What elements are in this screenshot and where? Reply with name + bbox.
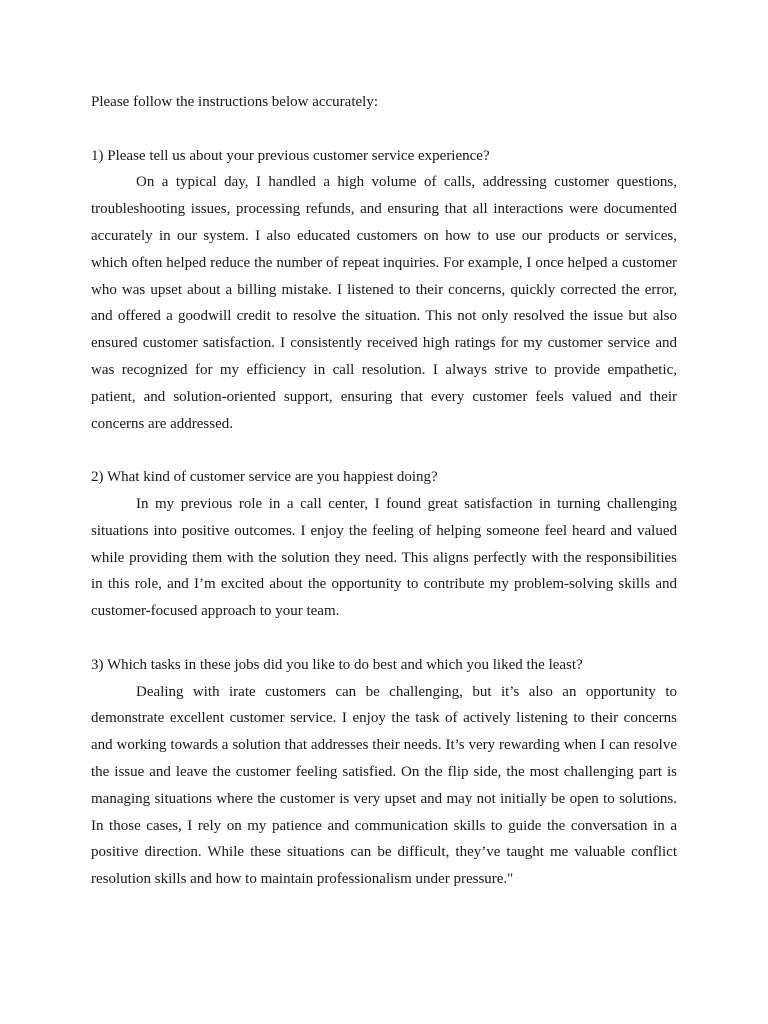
answer-3: Dealing with irate customers can be challenging, but it’s also an opportunity to demonstrate excellent customer service. I enjoy the task of actively listening to their concerns and working towards a solution that addresses their needs. It’s very rewarding when I can resolve the issue and leave the customer feeling satisfied. On the flip side, the most challenging part is managing situations where the customer is very upset and may not initially be open to solutions. In those cases, I rely on my patience and communication skills to guide the conversation in a positive direction. While these situations can be difficult, they’ve taught me valuable conflict resolution skills and how to maintain professionalism under pressure." <box>91 683 677 888</box>
question-section-1 <box>91 143 677 438</box>
answer-1: On a typical day, I handled a high volume of calls, addressing customer questions, troubleshooting issues, processing refunds, and ensuring that all interactions were documented accurately in our system. I also educated customers on how to use our products or services, which often helped reduce the number of repeat inquiries. For example, I once helped a customer who was upset about a billing mistake. I listened to their concerns, quickly corrected the error, and offered a goodwill credit to resolve the situation. This not only resolved the issue but also ensured customer satisfaction. I consistently received high ratings for my customer service and was recognized for my efficiency in call resolution. I always strive to provide empathetic, patient, and solution-oriented support, ensuring that every customer feels valued and their concerns are addressed. <box>91 174 677 432</box>
question-1: 1) Please tell us about your previous customer service experience? <box>91 147 490 164</box>
instructions-intro: Please follow the instructions below accurately: <box>91 94 378 110</box>
document-page <box>91 89 677 920</box>
question-2: 2) What kind of customer service are you happiest doing? <box>91 469 438 486</box>
question-3: 3) Which tasks in these jobs did you like to do best and which you liked the least? <box>91 656 583 673</box>
answer-2: In my previous role in a call center, I found great satisfaction in turning challenging situations into positive outcomes. I enjoy the feeling of helping someone feel heard and valued while providing them with the solution they need. This aligns perfectly with the responsibilities in this role, and I’m excited about the opportunity to contribute my problem-solving skills and customer-focused approach to your team. <box>91 495 677 620</box>
question-section-3 <box>91 652 677 893</box>
question-section-2 <box>91 464 677 625</box>
